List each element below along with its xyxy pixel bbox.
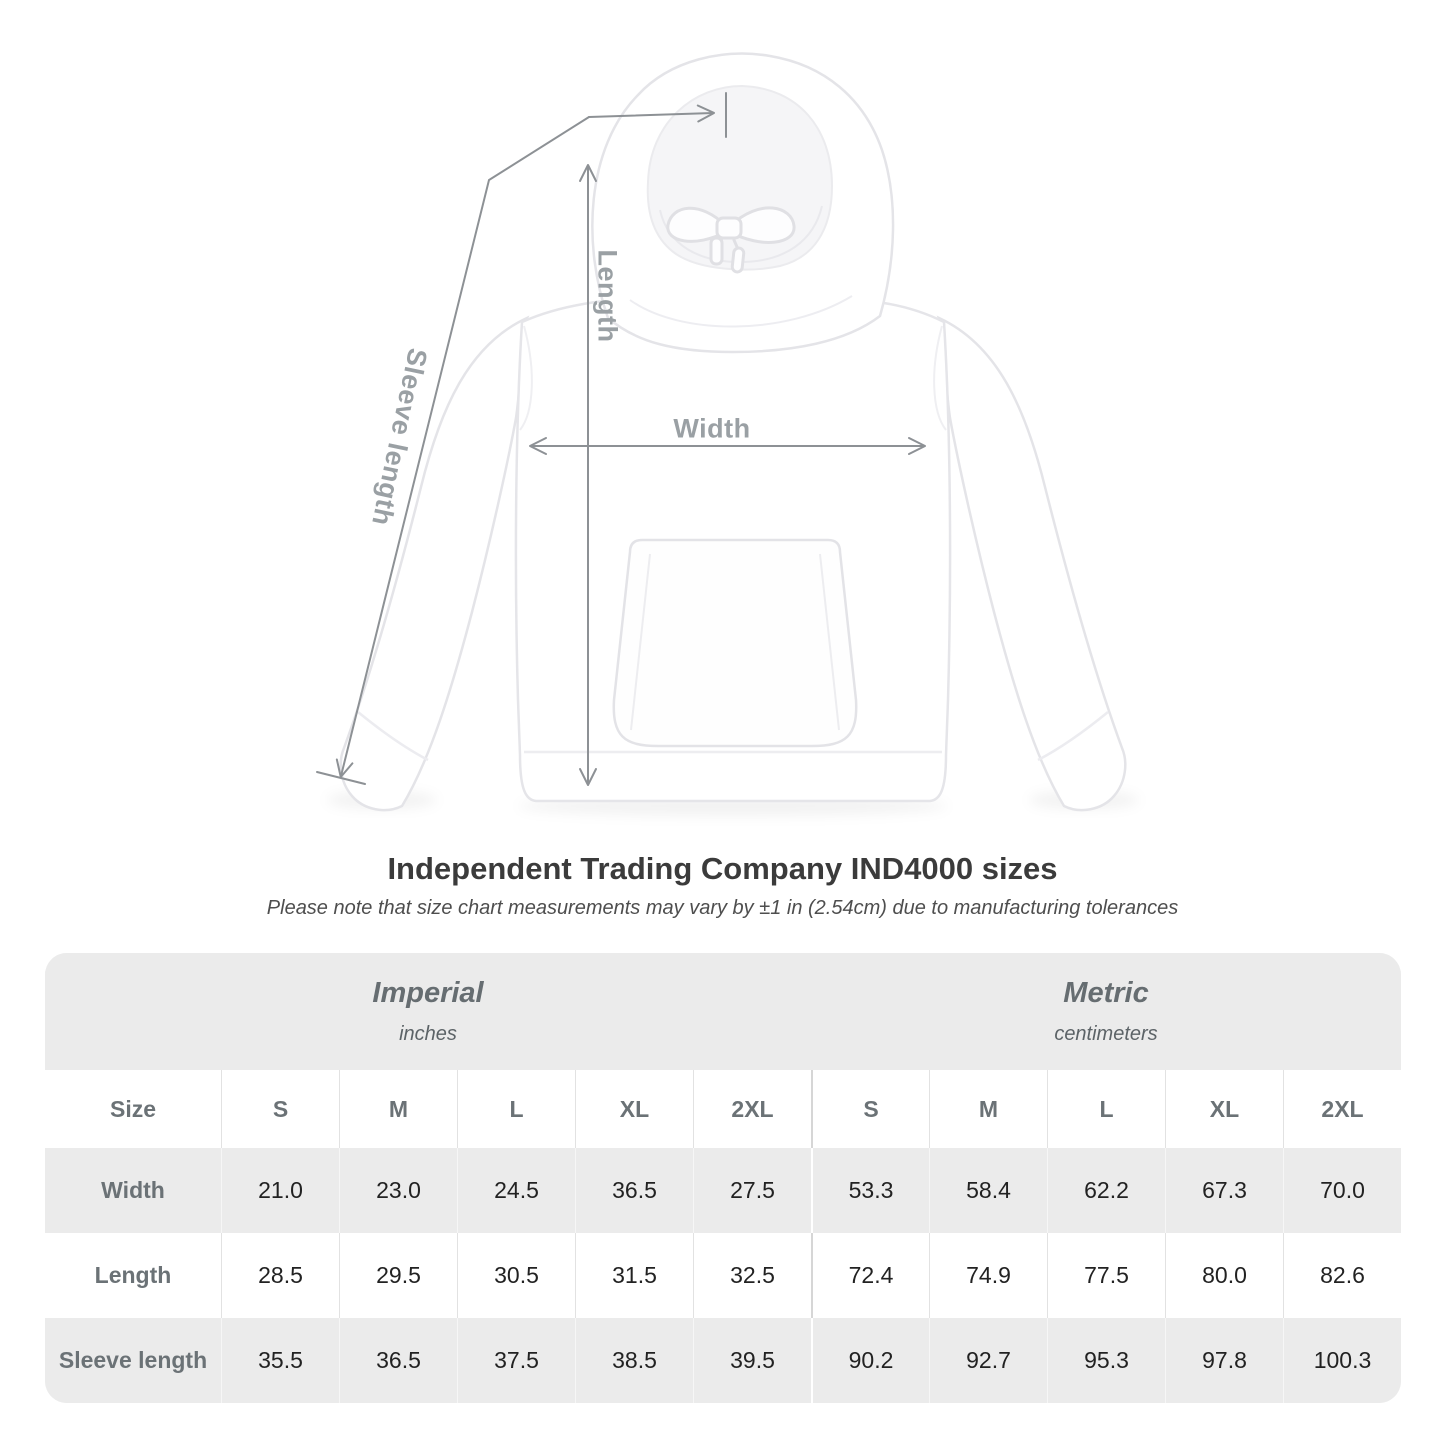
table-cell: 62.2 bbox=[1047, 1148, 1165, 1233]
table-cell: 92.7 bbox=[929, 1318, 1047, 1403]
metric-header-cell bbox=[811, 953, 1401, 1070]
sleeve-length-label: Sleeve length bbox=[366, 345, 433, 529]
metric-label: Metric bbox=[1063, 977, 1149, 1009]
table-cell: 39.5 bbox=[693, 1318, 811, 1403]
imperial-unit-label: inches bbox=[399, 1023, 457, 1045]
table-cell: 97.8 bbox=[1165, 1318, 1283, 1403]
row-label-width: Width bbox=[45, 1148, 221, 1233]
col-header-imperial-s: S bbox=[221, 1070, 339, 1148]
table-cell: 90.2 bbox=[811, 1318, 929, 1403]
table-cell: 77.5 bbox=[1047, 1233, 1165, 1318]
table-cell: 30.5 bbox=[457, 1233, 575, 1318]
col-header-metric-s: S bbox=[811, 1070, 929, 1148]
col-header-metric-xl: XL bbox=[1165, 1070, 1283, 1148]
table-cell: 82.6 bbox=[1283, 1233, 1401, 1318]
size-column-header: Size bbox=[45, 1070, 221, 1148]
col-header-imperial-m: M bbox=[339, 1070, 457, 1148]
metric-unit-label: centimeters bbox=[1054, 1023, 1158, 1045]
col-header-metric-2xl: 2XL bbox=[1283, 1070, 1401, 1148]
table-cell: 100.3 bbox=[1283, 1318, 1401, 1403]
table-cell: 28.5 bbox=[221, 1233, 339, 1318]
table-cell: 67.3 bbox=[1165, 1148, 1283, 1233]
table-cell: 37.5 bbox=[457, 1318, 575, 1403]
table-cell: 38.5 bbox=[575, 1318, 693, 1403]
table-cell: 95.3 bbox=[1047, 1318, 1165, 1403]
imperial-header-cell bbox=[45, 953, 811, 1070]
col-header-imperial-2xl: 2XL bbox=[693, 1070, 811, 1148]
table-cell: 36.5 bbox=[339, 1318, 457, 1403]
table-cell: 58.4 bbox=[929, 1148, 1047, 1233]
width-label: Width bbox=[673, 413, 751, 444]
table-cell: 70.0 bbox=[1283, 1148, 1401, 1233]
hoodie-hood bbox=[592, 54, 893, 352]
page-title: Independent Trading Company IND4000 sizes bbox=[387, 851, 1058, 886]
table-cell: 32.5 bbox=[693, 1233, 811, 1318]
row-label-sleeve-length: Sleeve length bbox=[45, 1318, 221, 1403]
hoodie-right-sleeve bbox=[939, 318, 1125, 810]
table-cell: 74.9 bbox=[929, 1233, 1047, 1318]
table-cell: 80.0 bbox=[1165, 1233, 1283, 1318]
col-header-metric-l: L bbox=[1047, 1070, 1165, 1148]
size-chart-table bbox=[45, 953, 1401, 1403]
imperial-label: Imperial bbox=[372, 977, 484, 1009]
table-cell: 53.3 bbox=[811, 1148, 929, 1233]
col-header-metric-m: M bbox=[929, 1070, 1047, 1148]
table-cell: 24.5 bbox=[457, 1148, 575, 1233]
col-header-imperial-xl: XL bbox=[575, 1070, 693, 1148]
col-header-imperial-l: L bbox=[457, 1070, 575, 1148]
table-cell: 21.0 bbox=[221, 1148, 339, 1233]
table-cell: 27.5 bbox=[693, 1148, 811, 1233]
table-cell: 31.5 bbox=[575, 1233, 693, 1318]
table-cell: 29.5 bbox=[339, 1233, 457, 1318]
table-cell: 23.0 bbox=[339, 1148, 457, 1233]
length-label: Length bbox=[592, 249, 623, 343]
table-cell: 35.5 bbox=[221, 1318, 339, 1403]
table-cell: 36.5 bbox=[575, 1148, 693, 1233]
hoodie-pocket bbox=[614, 540, 856, 746]
tolerance-note: Please note that size chart measurements may vary by ±1 in (2.54cm) due to manufacturing tolerances bbox=[266, 897, 1179, 919]
table-cell: 72.4 bbox=[811, 1233, 929, 1318]
row-label-length: Length bbox=[45, 1233, 221, 1318]
hoodie-left-sleeve bbox=[341, 318, 527, 810]
